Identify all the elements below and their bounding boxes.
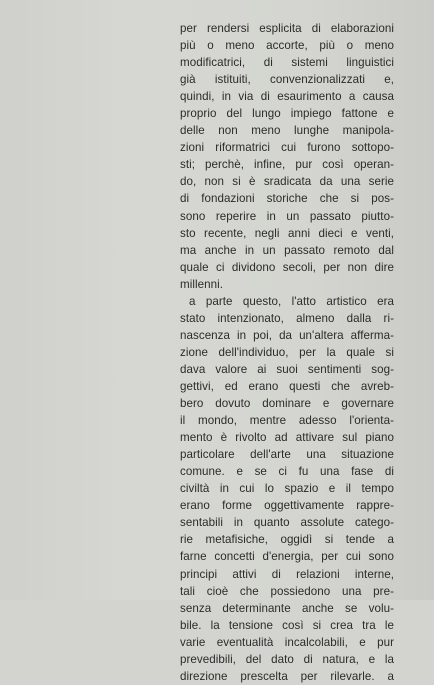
text-line: do, non si è sradicata da una serie — [180, 175, 394, 189]
text-line: di fondazioni storiche che si pos- — [180, 192, 394, 206]
text-line: a parte questo, l'atto artistico era — [189, 294, 394, 308]
text-line: ma anche in un passato remoto dal — [180, 243, 394, 257]
text-line: tali cioè che possiedono una pre- — [180, 584, 394, 598]
text-line: comune. e se ci fu una fase di — [180, 465, 394, 479]
text-line: prevedibili, del dato di natura, e la — [180, 652, 394, 666]
text-line: zioni riformatrici cui furono sottopo- — [180, 141, 394, 155]
text-line: particolare dell'arte una situazione — [180, 448, 394, 462]
text-line: erano forme oggettivamente rappre- — [180, 499, 394, 513]
text-line: più o meno accorte, più o meno — [180, 39, 394, 53]
text-line: sto recente, negli anni dieci e venti, — [180, 226, 394, 240]
text-line: il mondo, mentre adesso l'orienta- — [180, 414, 394, 428]
text-line: zione dell'individuo, per la quale si — [180, 345, 394, 359]
text-line: gettivi, ed erano questi che avreb- — [180, 379, 394, 393]
text-line: bile. la tensione così si crea tra le — [180, 618, 394, 632]
text-line: bero dovuto dominare e governare — [180, 397, 394, 411]
text-line: proprio del lungo impiego fattone e — [180, 107, 394, 121]
paragraph-1 — [180, 20, 394, 293]
text-line: quindi, in via di esaurimento a causa — [180, 90, 394, 104]
text-line: delle non meno lunghe manipola- — [180, 124, 394, 138]
text-line: quale ci dividono secoli, per non dire — [180, 260, 394, 274]
text-line: dava valore ai suoi sentimenti sog- — [180, 362, 394, 376]
text-line: sentabili in quanto assolute catego- — [180, 516, 394, 530]
text-line: modificatrici, di sistemi linguistici — [180, 56, 394, 70]
text-line: già istituiti, convenzionalizzati e, — [180, 73, 394, 87]
text-line: mento è rivolto ad attivare sul piano — [180, 431, 394, 445]
text-line: millenni. — [180, 277, 223, 291]
text-line: civiltà in cui lo spazio e il tempo — [180, 482, 394, 496]
text-line: principi attivi di relazioni interne, — [180, 567, 394, 581]
text-line: sti; perchè, infine, pur così operan- — [180, 158, 394, 172]
text-line: rie metafisiche, oggidì si tende a — [180, 533, 394, 547]
text-line: per rendersi esplicita di elaborazioni — [180, 22, 394, 35]
paragraph-2 — [180, 293, 394, 685]
text-line: direzione prescelta per rilevarle. a — [180, 669, 394, 683]
text-column — [180, 20, 394, 685]
text-line: sono reperire in un passato piutto- — [180, 209, 394, 223]
text-line: varie eventualità incalcolabili, e pur — [180, 635, 394, 649]
text-line: stato intenzionato, almeno dalla ri- — [180, 311, 394, 325]
text-line: senza determinante anche se volu- — [180, 601, 394, 615]
text-line: nascenza in poi, da un'altera afferma- — [180, 328, 394, 342]
text-line: farne concetti d'energia, per cui sono — [180, 550, 394, 564]
